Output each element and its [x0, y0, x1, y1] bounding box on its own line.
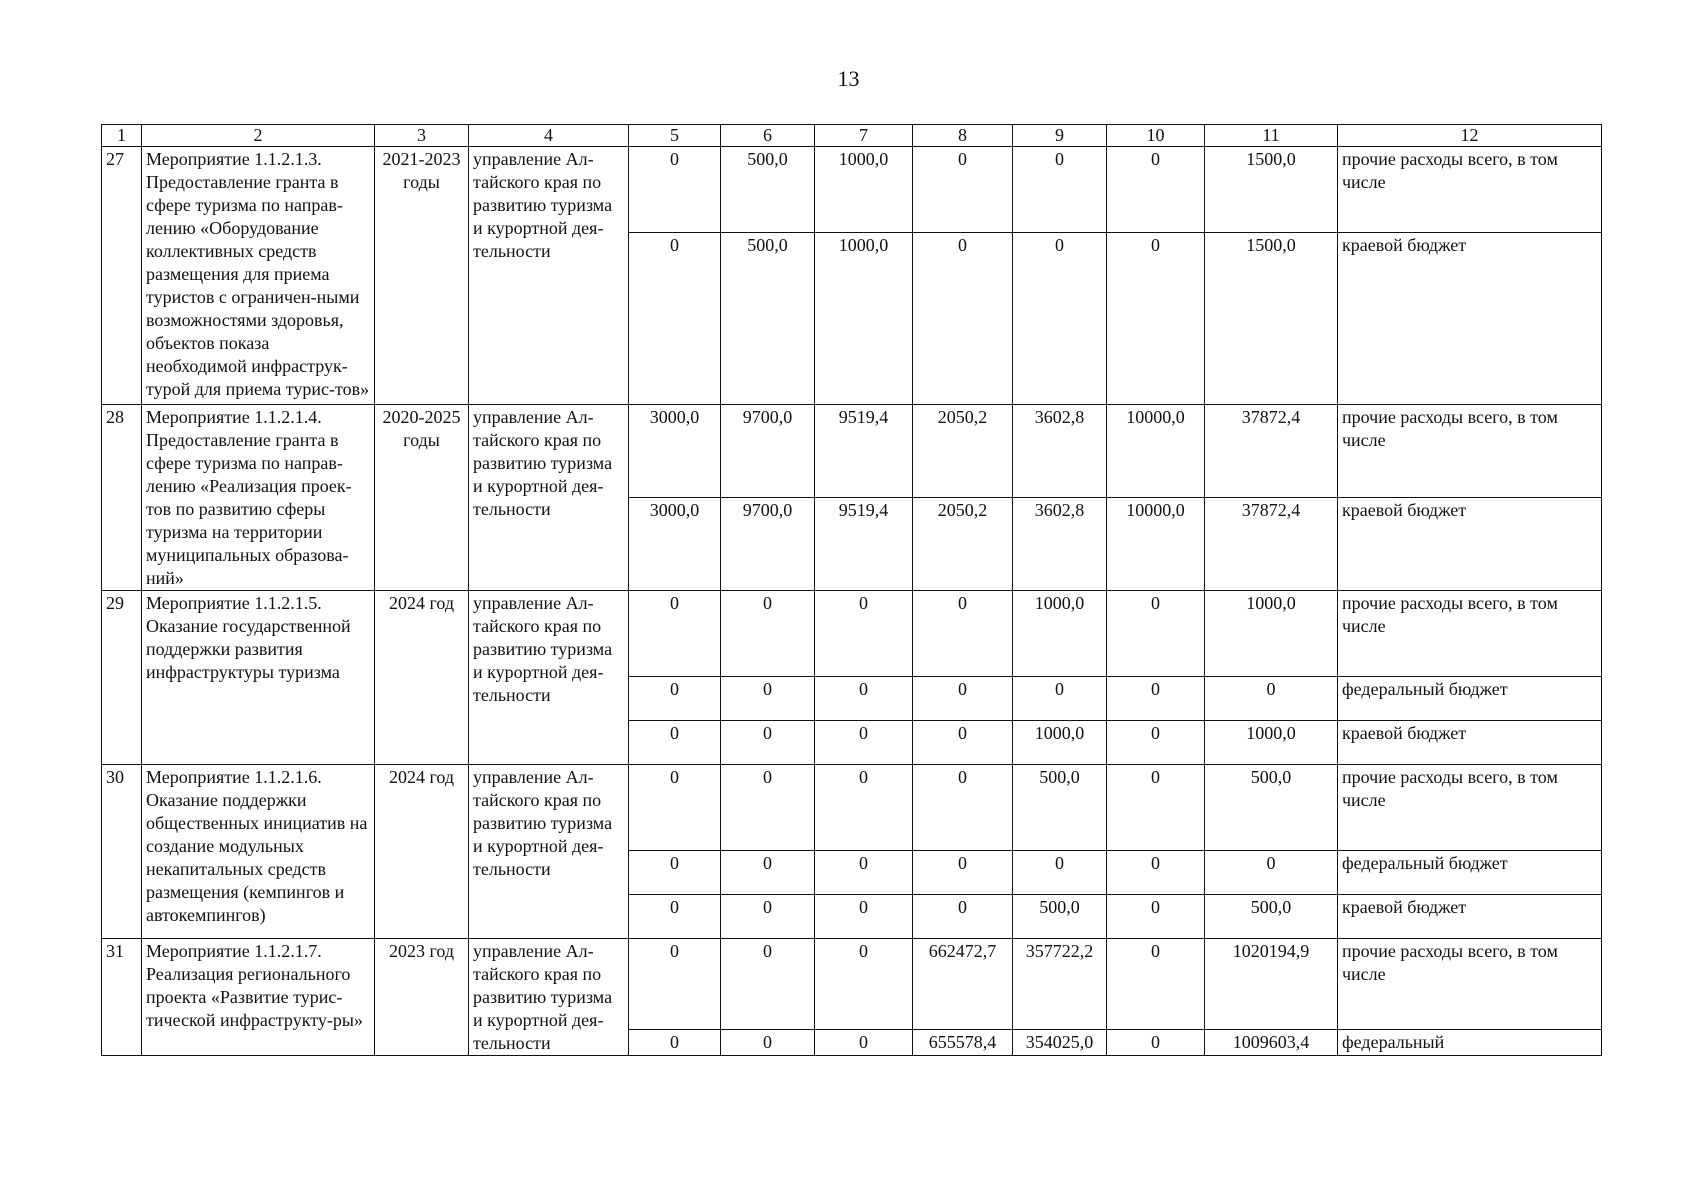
amount-cell: 0: [913, 677, 1013, 721]
event-period: 2024 год: [375, 591, 469, 765]
column-header-4: 4: [469, 125, 629, 147]
amount-cell: 1000,0: [1205, 721, 1338, 765]
event-name: Мероприятие 1.1.2.1.6. Оказание поддержки общественных инициатив на создание модульных некапитальных средств размещения (кемпингов и автокемпингов): [142, 765, 375, 939]
event-executor: управление Ал-тайского края по развитию туризма и курортной дея-тельности: [469, 147, 629, 405]
amount-cell: 0: [1013, 233, 1107, 405]
amount-cell: 0: [721, 895, 815, 939]
amount-cell: 0: [629, 851, 721, 895]
amount-cell: 0: [913, 765, 1013, 851]
amount-cell: 0: [721, 591, 815, 677]
amount-cell: 1020194,9: [1205, 939, 1338, 1030]
event-executor: управление Ал-тайского края по развитию туризма и курортной дея-тельности: [469, 405, 629, 591]
amount-cell: 0: [721, 1029, 815, 1055]
funding-source: прочие расходы всего, в том числе: [1338, 765, 1602, 851]
amount-cell: 0: [1205, 677, 1338, 721]
amount-cell: 1500,0: [1205, 233, 1338, 405]
amount-cell: 0: [721, 677, 815, 721]
amount-cell: 354025,0: [1013, 1029, 1107, 1055]
amount-cell: 1000,0: [815, 147, 913, 233]
amount-cell: 0: [815, 1029, 913, 1055]
amount-cell: 0: [815, 895, 913, 939]
amount-cell: 0: [815, 765, 913, 851]
amount-cell: 0: [629, 677, 721, 721]
amount-cell: 1000,0: [1205, 591, 1338, 677]
amount-cell: 1500,0: [1205, 147, 1338, 233]
funding-source: прочие расходы всего, в том числе: [1338, 405, 1602, 498]
column-header-1: 1: [102, 125, 142, 147]
amount-cell: 0: [1013, 677, 1107, 721]
amount-cell: 0: [913, 591, 1013, 677]
funding-source: федеральный бюджет: [1338, 851, 1602, 895]
amount-cell: 1000,0: [1013, 591, 1107, 677]
amount-cell: 0: [629, 895, 721, 939]
event-period: 2024 год: [375, 765, 469, 939]
funding-source: прочие расходы всего, в том числе: [1338, 939, 1602, 1030]
amount-cell: 0: [721, 765, 815, 851]
row-number: 27: [102, 147, 142, 405]
event-executor: управление Ал-тайского края по развитию туризма и курортной дея-тельности: [469, 939, 629, 1056]
amount-cell: 0: [815, 939, 913, 1030]
column-header-6: 6: [721, 125, 815, 147]
amount-cell: 0: [1107, 721, 1205, 765]
amount-cell: 0: [629, 1029, 721, 1055]
funding-source: федеральный бюджет: [1338, 677, 1602, 721]
amount-cell: 9519,4: [815, 405, 913, 498]
amount-cell: 0: [721, 939, 815, 1030]
amount-cell: 500,0: [721, 233, 815, 405]
amount-cell: 37872,4: [1205, 498, 1338, 591]
amount-cell: 0: [815, 721, 913, 765]
amount-cell: 0: [815, 591, 913, 677]
column-header-11: 11: [1205, 125, 1338, 147]
amount-cell: 500,0: [1205, 895, 1338, 939]
column-header-3: 3: [375, 125, 469, 147]
table-row: [102, 405, 1602, 498]
amount-cell: 0: [1107, 939, 1205, 1030]
amount-cell: 0: [913, 895, 1013, 939]
amount-cell: 2050,2: [913, 405, 1013, 498]
amount-cell: 0: [815, 677, 913, 721]
amount-cell: 9700,0: [721, 405, 815, 498]
amount-cell: 0: [1107, 591, 1205, 677]
funding-source: федеральный: [1338, 1029, 1602, 1055]
row-number: 29: [102, 591, 142, 765]
amount-cell: 0: [721, 721, 815, 765]
amount-cell: 0: [629, 721, 721, 765]
amount-cell: 3000,0: [629, 405, 721, 498]
amount-cell: 0: [721, 851, 815, 895]
column-header-5: 5: [629, 125, 721, 147]
amount-cell: 10000,0: [1107, 405, 1205, 498]
amount-cell: 500,0: [1013, 895, 1107, 939]
page-number: 13: [837, 66, 860, 91]
funding-source: краевой бюджет: [1338, 895, 1602, 939]
amount-cell: 662472,7: [913, 939, 1013, 1030]
amount-cell: 655578,4: [913, 1029, 1013, 1055]
amount-cell: 1000,0: [815, 233, 913, 405]
amount-cell: 0: [1107, 147, 1205, 233]
funding-source: краевой бюджет: [1338, 721, 1602, 765]
event-name: Мероприятие 1.1.2.1.4. Предоставление гранта в сфере туризма по направ-лению «Реализация проек-тов по развитию сферы туризма на территории муниципальных образова-ний»: [142, 405, 375, 591]
amount-cell: 1009603,4: [1205, 1029, 1338, 1055]
row-number: 30: [102, 765, 142, 939]
amount-cell: 0: [1107, 895, 1205, 939]
column-header-7: 7: [815, 125, 913, 147]
amount-cell: 9700,0: [721, 498, 815, 591]
amount-cell: 0: [629, 591, 721, 677]
amount-cell: 0: [1107, 1029, 1205, 1055]
event-name: Мероприятие 1.1.2.1.5. Оказание государственной поддержки развития инфраструктуры туризма: [142, 591, 375, 765]
event-period: 2021-2023 годы: [375, 147, 469, 405]
table-row: [102, 147, 1602, 233]
budget-table: [101, 124, 1602, 1056]
column-header-10: 10: [1107, 125, 1205, 147]
table-row: [102, 939, 1602, 1030]
table-body: [102, 125, 1602, 1056]
amount-cell: 0: [815, 851, 913, 895]
event-period: 2020-2025 годы: [375, 405, 469, 591]
funding-source: прочие расходы всего, в том числе: [1338, 591, 1602, 677]
amount-cell: 3602,8: [1013, 498, 1107, 591]
event-executor: управление Ал-тайского края по развитию туризма и курортной дея-тельности: [469, 765, 629, 939]
column-header-8: 8: [913, 125, 1013, 147]
amount-cell: 3000,0: [629, 498, 721, 591]
funding-source: прочие расходы всего, в том числе: [1338, 147, 1602, 233]
amount-cell: 1000,0: [1013, 721, 1107, 765]
amount-cell: 500,0: [1013, 765, 1107, 851]
amount-cell: 0: [1107, 233, 1205, 405]
amount-cell: 10000,0: [1107, 498, 1205, 591]
amount-cell: 357722,2: [1013, 939, 1107, 1030]
column-header-2: 2: [142, 125, 375, 147]
amount-cell: 0: [913, 233, 1013, 405]
funding-source: краевой бюджет: [1338, 233, 1602, 405]
event-name: Мероприятие 1.1.2.1.3. Предоставление гранта в сфере туризма по направ-лению «Оборудование коллективных средств размещения для приема туристов с ограничен-ными возможностями здоровья, объектов показа необходимой инфраструк-турой для приема турис-тов»: [142, 147, 375, 405]
amount-cell: 0: [629, 939, 721, 1030]
row-number: 31: [102, 939, 142, 1056]
amount-cell: 0: [1107, 677, 1205, 721]
column-header-12: 12: [1338, 125, 1602, 147]
amount-cell: 3602,8: [1013, 405, 1107, 498]
amount-cell: 0: [629, 765, 721, 851]
amount-cell: 9519,4: [815, 498, 913, 591]
amount-cell: 0: [1013, 851, 1107, 895]
amount-cell: 0: [629, 147, 721, 233]
amount-cell: 0: [1205, 851, 1338, 895]
row-number: 28: [102, 405, 142, 591]
amount-cell: 500,0: [721, 147, 815, 233]
amount-cell: 0: [913, 851, 1013, 895]
event-period: 2023 год: [375, 939, 469, 1056]
amount-cell: 2050,2: [913, 498, 1013, 591]
amount-cell: 0: [1107, 851, 1205, 895]
event-executor: управление Ал-тайского края по развитию туризма и курортной дея-тельности: [469, 591, 629, 765]
table-row: [102, 765, 1602, 851]
funding-source: краевой бюджет: [1338, 498, 1602, 591]
header-row: [102, 125, 1602, 147]
amount-cell: 0: [1107, 765, 1205, 851]
amount-cell: 0: [913, 147, 1013, 233]
amount-cell: 0: [629, 233, 721, 405]
amount-cell: 500,0: [1205, 765, 1338, 851]
event-name: Мероприятие 1.1.2.1.7. Реализация регионального проекта «Развитие турис-тической инфраструкту-ры»: [142, 939, 375, 1056]
amount-cell: 37872,4: [1205, 405, 1338, 498]
amount-cell: 0: [913, 721, 1013, 765]
table-row: [102, 591, 1602, 677]
column-header-9: 9: [1013, 125, 1107, 147]
amount-cell: 0: [1013, 147, 1107, 233]
